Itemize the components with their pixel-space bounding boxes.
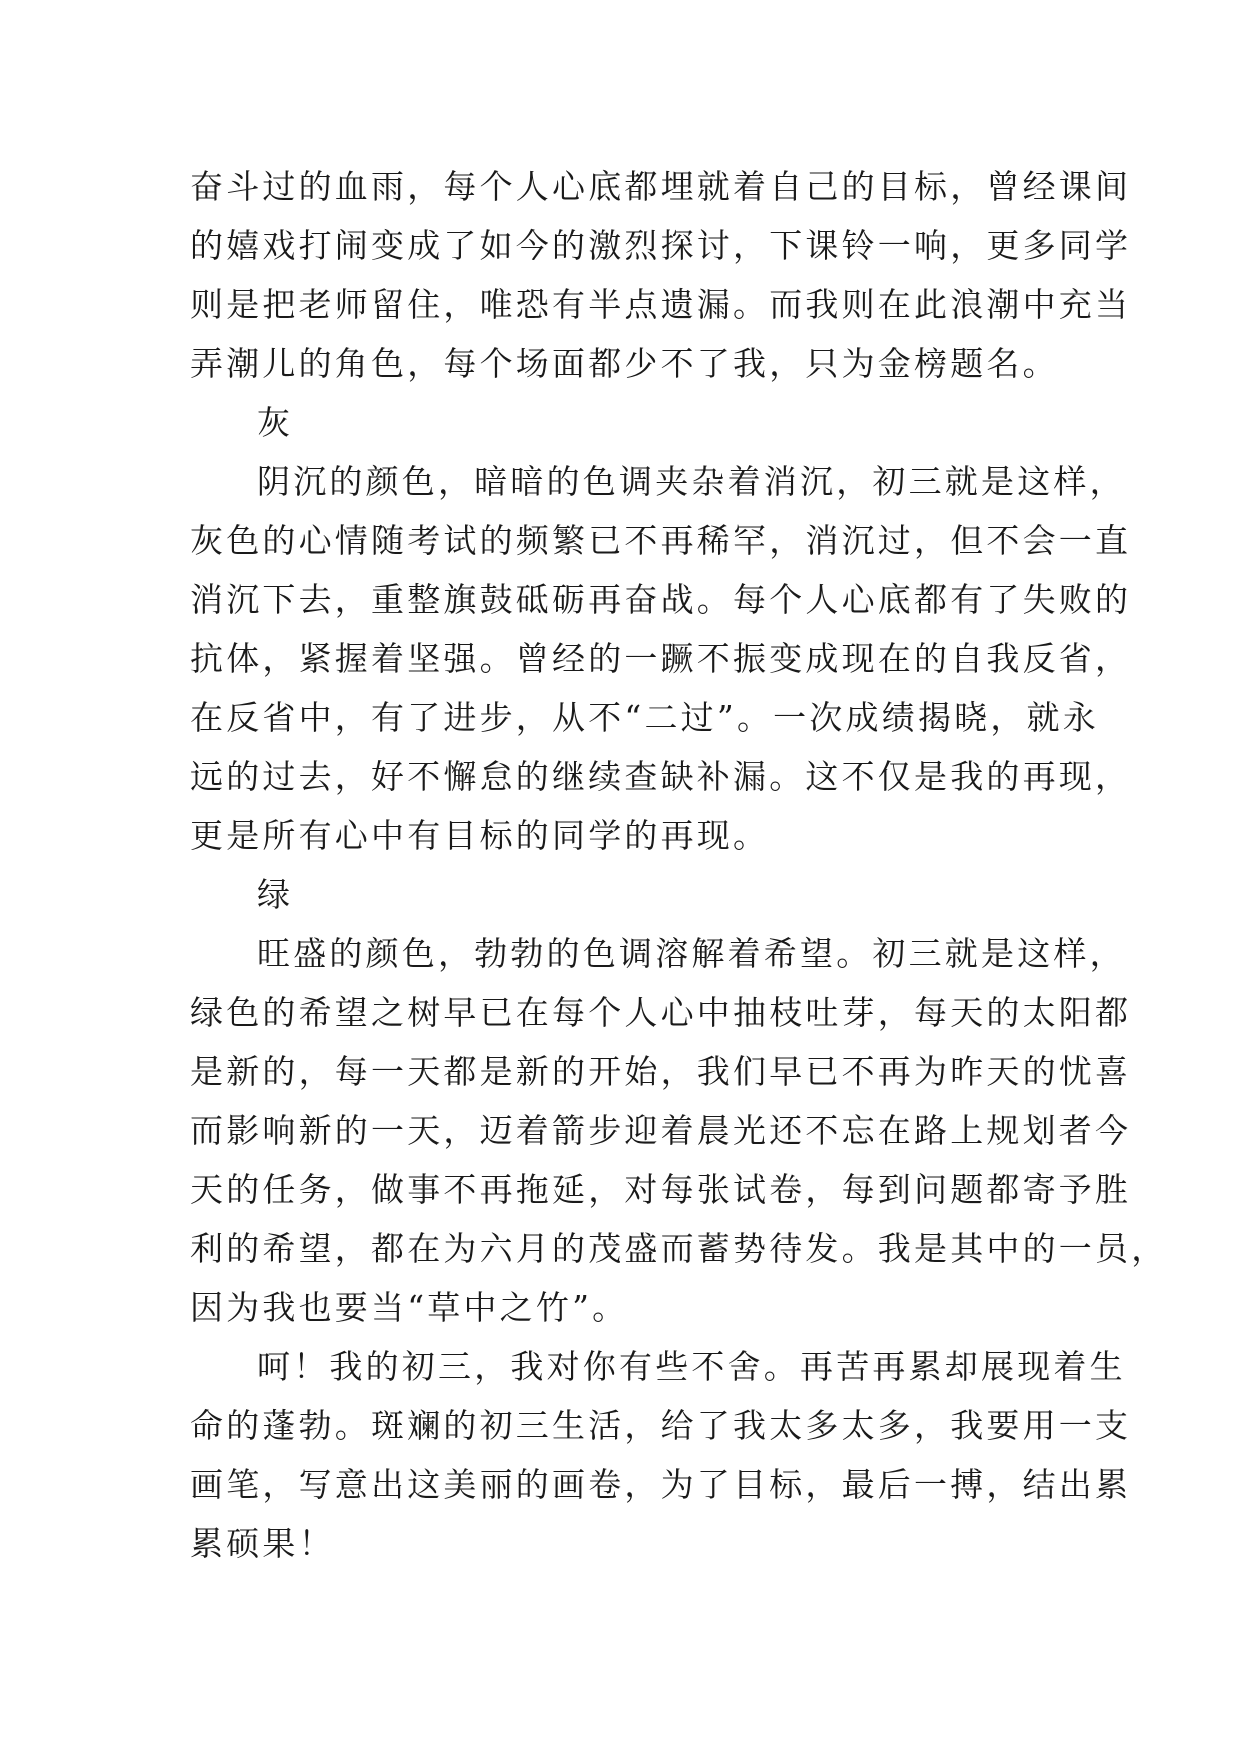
section-heading-green: 绿: [257, 875, 294, 914]
text-line: 旺盛的颜色，勃勃的色调溶解着希望。初三就是这样，: [257, 934, 1126, 973]
text-line: 弄潮儿的角色，每个场面都少不了我，只为金榜题名。: [190, 344, 1059, 383]
text-line: 是新的，每一天都是新的开始，我们早已不再为昨天的忧喜: [190, 1052, 1132, 1091]
text-line: 在反省中，有了进步，从不“二过”。一次成绩揭晓，就永: [190, 698, 1099, 737]
text-line: 更是所有心中有目标的同学的再现。: [190, 816, 770, 855]
text-line: 而影响新的一天，迈着箭步迎着晨光还不忘在路上规划者今: [190, 1111, 1132, 1150]
text-line: 天的任务，做事不再拖延，对每张试卷，每到问题都寄予胜: [190, 1170, 1132, 1209]
text-line: 呵！我的初三，我对你有些不舍。再苦再累却展现着生: [257, 1347, 1126, 1386]
text-line: 奋斗过的血雨，每个人心底都埋就着自己的目标，曾经课间: [190, 167, 1132, 206]
text-line: 因为我也要当“草中之竹”。: [190, 1288, 629, 1327]
text-line: 远的过去，好不懈怠的继续查缺补漏。这不仅是我的再现，: [190, 757, 1132, 796]
text-line: 灰色的心情随考试的频繁已不再稀罕，消沉过，但不会一直: [190, 521, 1132, 560]
text-line: 画笔，写意出这美丽的画卷，为了目标，最后一搏，结出累: [190, 1465, 1132, 1504]
text-line: 命的蓬勃。斑斓的初三生活，给了我太多太多，我要用一支: [190, 1406, 1132, 1445]
text-line: 绿色的希望之树早已在每个人心中抽枝吐芽，每天的太阳都: [190, 993, 1132, 1032]
text-line: 累硕果！: [190, 1524, 335, 1563]
text-line: 的嬉戏打闹变成了如今的激烈探讨，下课铃一响，更多同学: [190, 226, 1132, 265]
text-line: 抗体，紧握着坚强。曾经的一蹶不振变成现在的自我反省，: [190, 639, 1132, 678]
text-line: 利的希望，都在为六月的茂盛而蓄势待发。我是其中的一员，: [190, 1229, 1168, 1268]
section-heading-grey: 灰: [257, 403, 294, 442]
text-line: 则是把老师留住，唯恐有半点遗漏。而我则在此浪潮中充当: [190, 285, 1132, 324]
text-line: 消沉下去，重整旗鼓砥砺再奋战。每个人心底都有了失败的: [190, 580, 1132, 619]
text-line: 阴沉的颜色，暗暗的色调夹杂着消沉，初三就是这样，: [257, 462, 1126, 501]
